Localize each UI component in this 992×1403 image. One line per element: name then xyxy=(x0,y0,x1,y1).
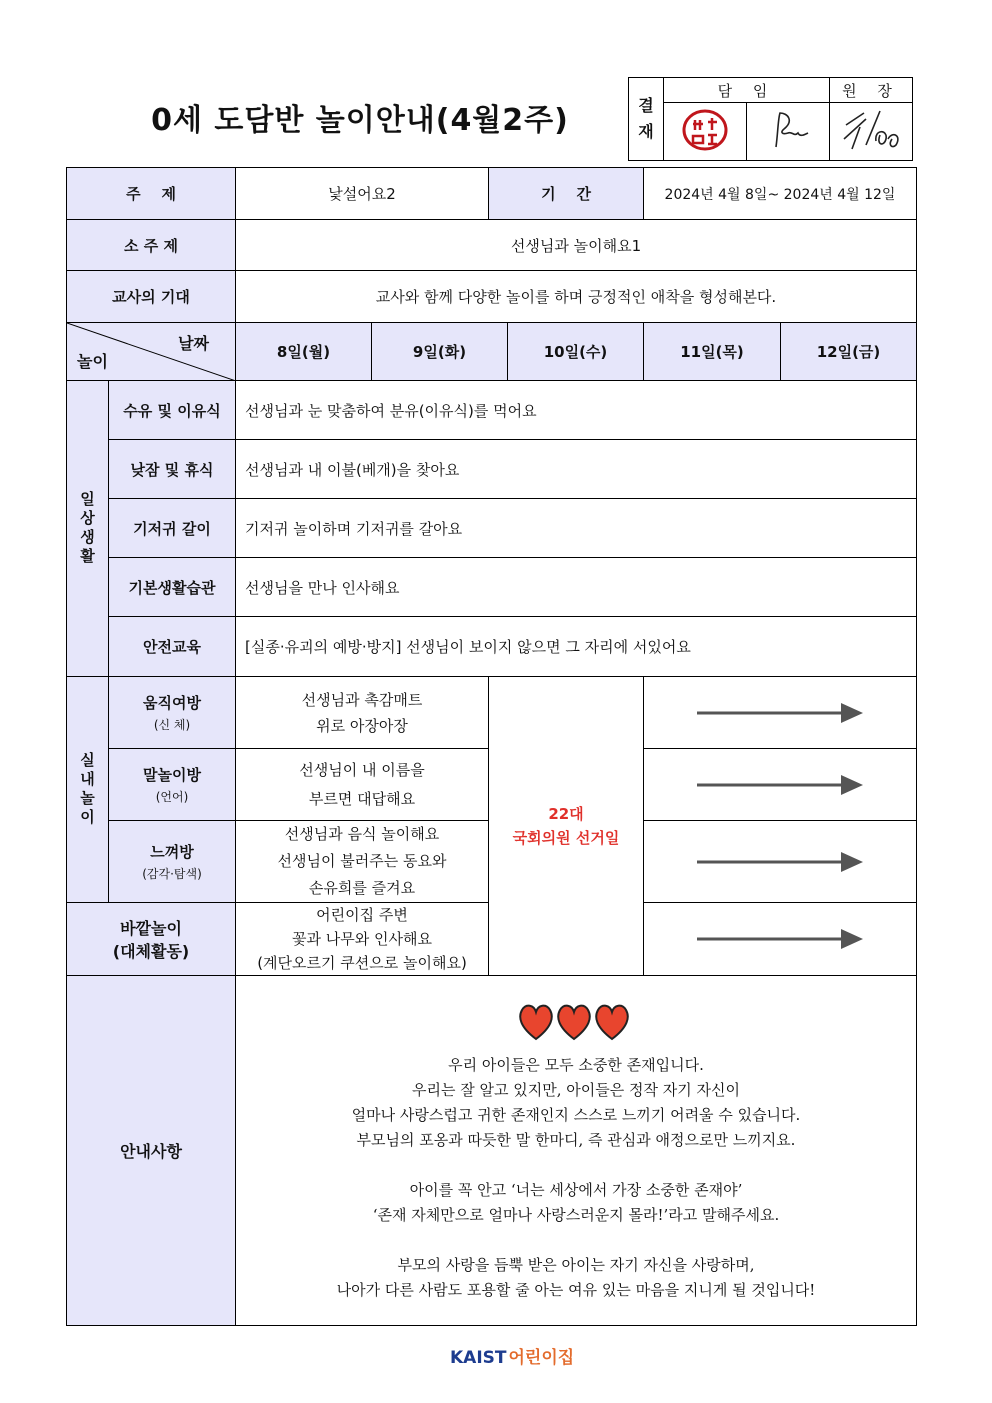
notice-content xyxy=(236,976,917,1326)
activity-line: 손유희를 즐겨요 xyxy=(308,879,416,897)
activity-line: 꽃과 나무와 인사해요 xyxy=(292,930,432,948)
period-label: 기 간 xyxy=(489,168,644,220)
indoor-name: 말놀이방 xyxy=(143,766,201,784)
day-header-tue: 9일(화) xyxy=(372,323,508,381)
indoor-activity xyxy=(236,677,489,749)
daily-row-name: 안전교육 xyxy=(109,617,236,677)
notice-line: 아이를 꼭 안고 ‘너는 세상에서 가장 소중한 존재야’ xyxy=(409,1180,743,1199)
right-arrow-icon xyxy=(695,926,865,952)
play-label: 놀이 xyxy=(77,352,108,371)
continue-arrow-cell xyxy=(644,749,917,821)
teacher-signature xyxy=(747,103,830,161)
date-label: 날짜 xyxy=(178,334,209,353)
schedule-table xyxy=(66,167,917,1326)
indoor-play-label: 실내놀이 xyxy=(67,677,109,903)
daily-row-text: 선생님과 내 이불(베개)을 찾아요 xyxy=(236,440,917,499)
indoor-name: 느껴방 xyxy=(150,843,194,861)
subtheme-label: 소 주 제 xyxy=(67,220,236,271)
activity-line: 선생님과 음식 놀이해요 xyxy=(284,825,440,843)
activity-line: 부르면 대답해요 xyxy=(308,789,416,808)
day-header-fri: 12일(금) xyxy=(781,323,917,381)
approval-header-teacher: 담 임 xyxy=(664,78,830,103)
notice-line: 부모님의 포옹과 따듯한 말 한마디, 즉 관심과 애정으로만 느끼지요. xyxy=(356,1130,796,1149)
indoor-name: 움직여방 xyxy=(143,694,201,712)
activity-line: 선생님과 촉감매트 xyxy=(301,690,423,709)
right-arrow-icon xyxy=(695,849,865,875)
election-line: 22대 xyxy=(548,805,584,823)
director-signature xyxy=(830,103,913,161)
notice-line: 부모의 사랑을 듬뿍 받은 아이는 자기 자신을 사랑하며, xyxy=(397,1255,755,1274)
right-arrow-icon xyxy=(695,700,865,726)
approval-header-director: 원 장 xyxy=(830,78,913,103)
indoor-row-name xyxy=(109,821,236,903)
continue-arrow-cell xyxy=(644,821,917,903)
teacher-seal xyxy=(664,103,747,161)
daily-row-name: 낮잠 및 휴식 xyxy=(109,440,236,499)
subtheme-value: 선생님과 놀이해요1 xyxy=(236,220,917,271)
three-hearts-icon xyxy=(516,999,636,1043)
outdoor-play-name xyxy=(67,903,236,976)
notice-line: 우리 아이들은 모두 소중한 존재입니다. xyxy=(448,1055,704,1074)
daily-row-name: 기본생활습관 xyxy=(109,558,236,617)
notice-line: ‘존재 자체만으로 얼마나 사랑스러운지 몰라!’라고 말해주세요. xyxy=(372,1205,780,1224)
period-value: 2024년 4월 8일~ 2024년 4월 12일 xyxy=(644,168,917,220)
daily-row-name: 수유 및 이유식 xyxy=(109,381,236,440)
election-holiday xyxy=(489,677,644,976)
indoor-sub: (언어) xyxy=(155,790,189,804)
notice-line: 얼마나 사랑스럽고 귀한 존재인지 스스로 느끼기 어려울 수 있습니다. xyxy=(351,1105,801,1124)
activity-line: 어린이집 주변 xyxy=(316,906,408,924)
daily-row-text: 선생님과 눈 맞춤하여 분유(이유식)를 먹어요 xyxy=(236,381,917,440)
daily-row-text: [실종·유괴의 예방·방지] 선생님이 보이지 않으면 그 자리에 서있어요 xyxy=(236,617,917,677)
activity-line: 선생님이 내 이름을 xyxy=(299,760,425,779)
right-arrow-icon xyxy=(695,772,865,798)
kaist-kids-logo xyxy=(450,1343,574,1368)
daily-row-name: 기저귀 갈이 xyxy=(109,499,236,558)
daily-life-label: 일상생활 xyxy=(67,381,109,677)
outdoor-sub: (대체활동) xyxy=(112,942,190,961)
approval-box xyxy=(628,77,913,161)
expectation-label: 교사의 기대 xyxy=(67,271,236,323)
election-line: 국회의원 선거일 xyxy=(512,829,620,847)
activity-line: 선생님이 불러주는 동요와 xyxy=(277,852,447,870)
activity-line: 위로 아장아장 xyxy=(316,716,408,735)
logo-kaist: KAIST xyxy=(450,1348,507,1368)
indoor-row-name xyxy=(109,677,236,749)
indoor-row-name xyxy=(109,749,236,821)
date-play-header xyxy=(67,323,236,381)
day-header-mon: 8일(월) xyxy=(236,323,372,381)
notice-line: 나아가 다른 사람도 포용할 줄 아는 여유 있는 마음을 지니게 될 것입니다! xyxy=(336,1280,816,1299)
indoor-sub: (감각·탐색) xyxy=(142,867,202,881)
outdoor-activity xyxy=(236,903,489,976)
logo-kids: 어린이집 xyxy=(508,1348,575,1368)
indoor-activity xyxy=(236,749,489,821)
continue-arrow-cell xyxy=(644,677,917,749)
approval-label: 결 재 xyxy=(629,78,664,161)
continue-arrow-cell xyxy=(644,903,917,976)
page-title: 0세 도담반 놀이안내(4월2주) xyxy=(151,103,569,138)
indoor-sub: (신 체) xyxy=(153,718,191,732)
indoor-activity xyxy=(236,821,489,903)
day-header-thu: 11일(목) xyxy=(644,323,781,381)
theme-value: 낯설어요2 xyxy=(236,168,489,220)
expectation-value: 교사와 함께 다양한 놀이를 하며 긍정적인 애착을 형성해본다. xyxy=(236,271,917,323)
activity-line: (계단오르기 쿠션으로 놀이해요) xyxy=(257,954,467,972)
daily-row-text: 기저귀 놀이하며 기저귀를 갈아요 xyxy=(236,499,917,558)
day-header-wed: 10일(수) xyxy=(508,323,644,381)
theme-label: 주 제 xyxy=(67,168,236,220)
notice-label: 안내사항 xyxy=(67,976,236,1326)
outdoor-name: 바깥놀이 xyxy=(120,919,182,938)
daily-row-text: 선생님을 만나 인사해요 xyxy=(236,558,917,617)
notice-line: 우리는 잘 알고 있지만, 아이들은 정작 자기 자신이 xyxy=(412,1080,740,1099)
